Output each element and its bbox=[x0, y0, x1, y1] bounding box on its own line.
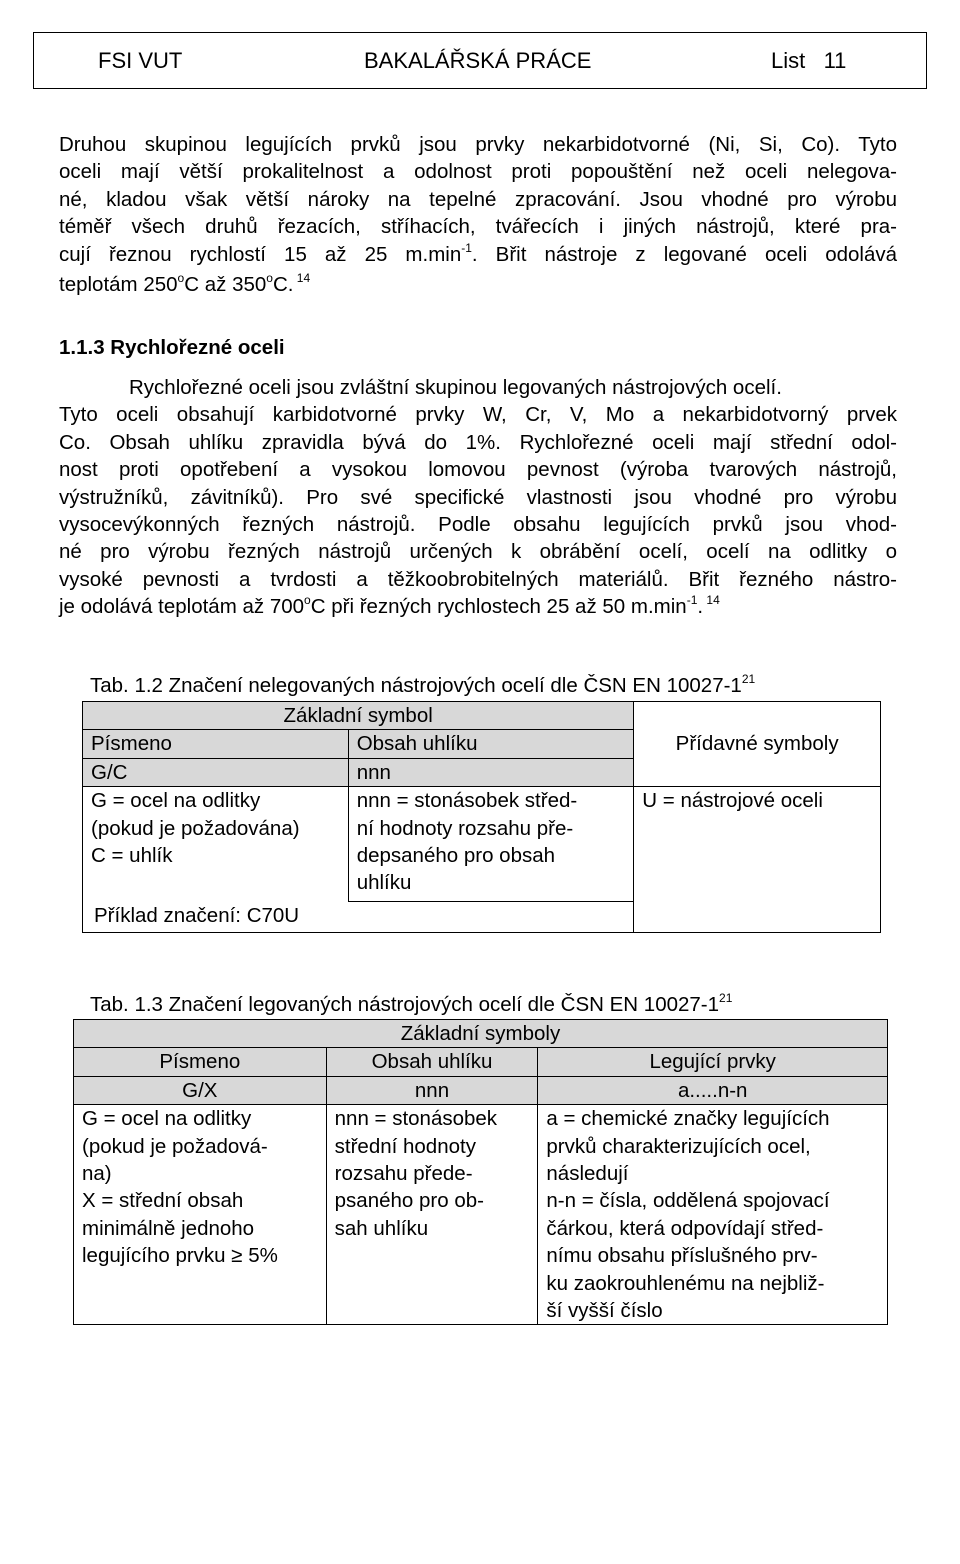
text-line: Tyto oceli obsahují karbidotvorné prvky W, Cr, V, Mo a nekarbidotvorný prvek bbox=[59, 403, 897, 427]
header-page-number: List 11 bbox=[771, 48, 847, 73]
text-line: Rychlořezné oceli jsou zvláštní skupinou legovaných nástrojových ocelí. bbox=[129, 376, 782, 399]
table2-caption: Tab. 1.3 Značení legovaných nástrojových ocelí dle ČSN EN $10027-1^{21}$ bbox=[90, 991, 733, 1016]
section-heading: 1.1.3 Rychlořezné oceli bbox=[59, 336, 285, 359]
reference-number: 14 bbox=[703, 593, 720, 608]
table1-col1-desc: G = ocel na odlitky (pokud je požadována) C = uhlík bbox=[83, 787, 349, 902]
table1-col1-code: G/C bbox=[83, 758, 349, 786]
text-line: Co. Obsah uhlíku zpravidla bývá do 1%. Rychlořezné oceli mají střední odol- bbox=[59, 430, 897, 454]
reference-number: 21 bbox=[719, 991, 733, 1005]
text-line: Druhou skupinou legujících prvků jsou prvky nekarbidotvorné (Ni, Si, Co). Tyto bbox=[59, 133, 897, 156]
table2-col3-code: a.....n-n bbox=[538, 1076, 888, 1104]
text-line: né pro výrobu řezných nástrojů určených k obrábění ocelí, ocelí na odlitky o bbox=[59, 540, 897, 564]
text-line: téměř všech druhů řezacích, stříhacích, tvářecích i jiných nástrojů, které pra- bbox=[59, 215, 897, 239]
table1-col2-code: nnn bbox=[348, 758, 634, 786]
page-header bbox=[33, 32, 927, 89]
text-line: teplotám 250$^o$C až 350$^o$C. $^{14}$ bbox=[59, 271, 311, 297]
table2-col1-desc: G = ocel na odlitky (pokud je požadová- na) X = střední obsah minimálně jednoho legujícího prvku ≥ 5% bbox=[74, 1105, 327, 1325]
table1-col2-header: Obsah uhlíku bbox=[348, 730, 634, 758]
table1-col2-desc: nnn = stonásobek střed- ní hodnoty rozsahu pře- depsaného pro obsah uhlíku bbox=[348, 787, 634, 902]
table2-col1-code: G/X bbox=[74, 1076, 327, 1104]
reference-number: 21 bbox=[741, 672, 756, 686]
table1-example: Příklad značení: C70U bbox=[83, 901, 634, 932]
header-faculty: FSI VUT bbox=[98, 48, 183, 73]
table1-group-header: Základní symbol bbox=[83, 702, 634, 730]
text-line: nost proti opotřebení a vysokou lomovou pevnost (výroba tvarových nástrojů, bbox=[59, 458, 897, 482]
table2-col3-header: Legující prvky bbox=[538, 1048, 888, 1076]
text-line: oceli mají větší prokalitelnost a odolnost proti popouštění než oceli nelegova- bbox=[59, 160, 897, 184]
table2-col3-desc: a = chemické značky legujících prvků charakterizujících ocel, následují n-n = čísla, oddělená spojovací čárkou, která odpovídají střed- nímu obsahu příslušného prv- ku zaokrouhlenému na nejbliž- ší vyšší číslo bbox=[538, 1105, 888, 1325]
table1-col3-desc: U = nástrojové oceli bbox=[634, 787, 881, 933]
table2-col2-desc: nnn = stonásobek střední hodnoty rozsahu přede- psaného pro ob- sah uhlíku bbox=[326, 1105, 538, 1325]
table1-caption: Tab. 1.2 Značení nelegovaných nástrojových ocelí dle ČSN EN $10027-1^{21}$ bbox=[90, 672, 756, 697]
table-alloyed-tool-steels bbox=[73, 1019, 888, 1325]
text-line: cují řeznou rychlostí 15 až 25 $m.\min^{-1}$. Břit nástroje z legované oceli odolává bbox=[59, 240, 898, 266]
text-line: né, kladou však větší nároky na tepelné zpracování. Jsou vhodné pro výrobu bbox=[59, 187, 897, 211]
table2-col2-header: Obsah uhlíku bbox=[326, 1048, 538, 1076]
table-unalloyed-tool-steels bbox=[82, 701, 881, 933]
header-document-type: BAKALÁŘSKÁ PRÁCE bbox=[364, 48, 592, 73]
table2-col1-header: Písmeno bbox=[74, 1048, 327, 1076]
table1-col3-header: Přídavné symboly bbox=[634, 702, 881, 787]
table1-col1-header: Písmeno bbox=[83, 730, 349, 758]
reference-number: 14 bbox=[293, 271, 311, 286]
paragraph-alloying-elements bbox=[59, 131, 897, 301]
table2-col2-code: nnn bbox=[326, 1076, 538, 1104]
text-line: vysocevýkonných řezných nástrojů. Podle obsahu legujících prvků jsou vhod- bbox=[59, 513, 897, 537]
text-line: výstružníků, závitníků). Pro své specifické vlastnosti jsou vhodné pro výrobu bbox=[59, 485, 897, 509]
text-line: vysoké pevnosti a tvrdosti a těžkoobrobitelných materiálů. Břit řezného nástro- bbox=[59, 567, 897, 591]
table2-group-header: Základní symboly bbox=[74, 1020, 888, 1048]
paragraph-high-speed-steels bbox=[59, 374, 897, 624]
text-line: je odolává teplotám až 700$^o$C při řezných rychlostech 25 až 50 $m.\min^{-1}$. $^{14}$ bbox=[59, 593, 720, 619]
